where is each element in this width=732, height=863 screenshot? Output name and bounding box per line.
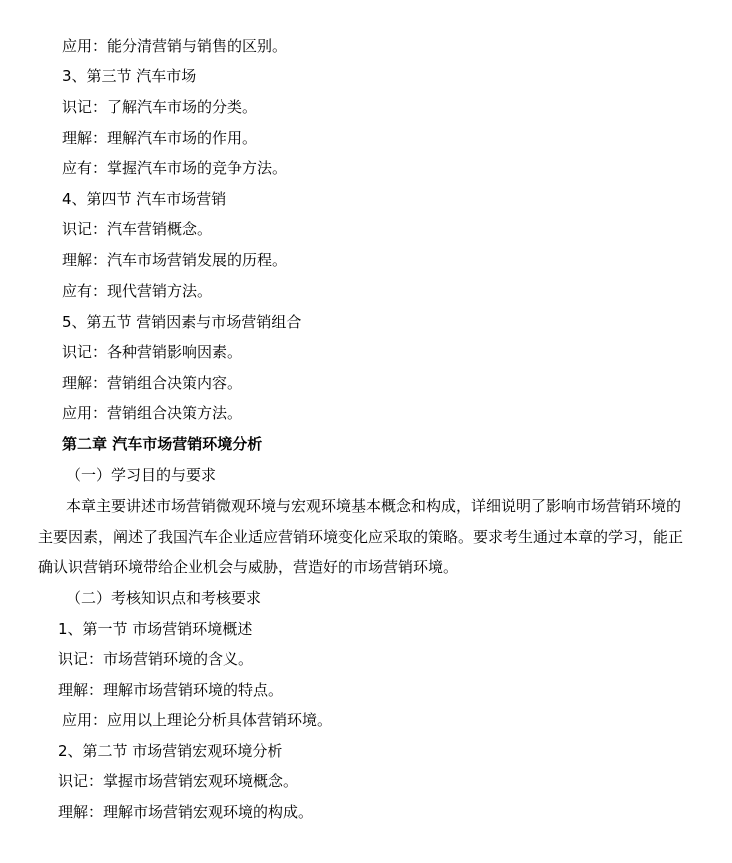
text-line: 理解：营销组合决策内容。: [62, 374, 243, 392]
text-line: 识记：了解汽车市场的分类。: [62, 98, 258, 116]
paragraph-line: 确认识营销环境带给企业机会与威胁，营造好的市场营销环境。: [38, 558, 459, 576]
text-line: 理解：理解市场营销宏观环境的构成。: [58, 803, 314, 821]
text-line: 应用：营销组合决策方法。: [62, 404, 243, 422]
section-heading: 2、第二节 市场营销宏观环境分析: [58, 742, 283, 760]
text-line: 应有：现代营销方法。: [62, 282, 213, 300]
text-line: 应用：应用以上理论分析具体营销环境。: [62, 711, 333, 729]
text-line: 识记：汽车营销概念。: [62, 220, 213, 238]
section-heading: 3、第三节 汽车市场: [62, 67, 197, 85]
paragraph-line: 主要因素，阐述了我国汽车企业适应营销环境变化应采取的策略。要求考生通过本章的学习，能正: [38, 528, 684, 546]
text-line: 识记：掌握市场营销宏观环境概念。: [58, 772, 299, 790]
text-line: 应有：掌握汽车市场的竞争方法。: [62, 159, 288, 177]
subsection-heading: （二）考核知识点和考核要求: [66, 589, 262, 607]
section-heading: 4、第四节 汽车市场营销: [62, 190, 227, 208]
text-line: 理解：理解市场营销环境的特点。: [58, 681, 284, 699]
chapter-title: 第二章 汽车市场营销环境分析: [62, 435, 263, 453]
paragraph-line: 本章主要讲述市场营销微观环境与宏观环境基本概念和构成，详细说明了影响市场营销环境的: [66, 497, 682, 515]
subsection-heading: （一）学习目的与要求: [66, 466, 217, 484]
text-line: 识记：各种营销影响因素。: [62, 343, 243, 361]
text-line: 理解：理解汽车市场的作用。: [62, 129, 258, 147]
section-heading: 1、第一节 市场营销环境概述: [58, 620, 253, 638]
text-line: 识记：市场营销环境的含义。: [58, 650, 254, 668]
section-heading: 5、第五节 营销因素与市场营销组合: [62, 313, 302, 331]
text-line: 应用：能分清营销与销售的区别。: [62, 37, 288, 55]
text-line: 理解：汽车市场营销发展的历程。: [62, 251, 288, 269]
